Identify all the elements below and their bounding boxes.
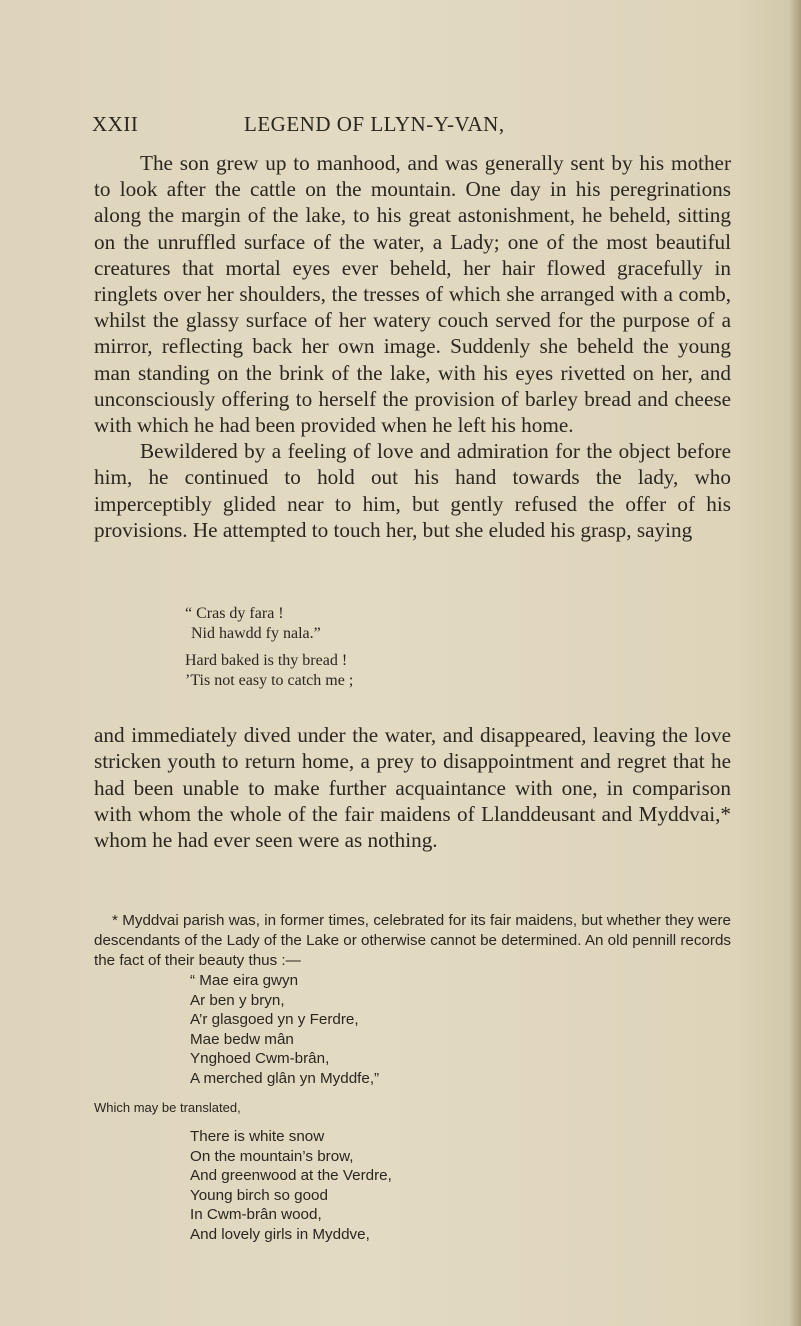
verse-line: In Cwm-brân wood, [190, 1206, 322, 1223]
paragraph-2: Bewildered by a feeling of love and admiration for the object before him, he continued to hold out his hand towards the lady, who imperceptibly glided near to him, but gently refused the offer of his provisions. He attempted to touch her, but she eluded his grasp, saying [94, 439, 731, 542]
paragraph-1: The son grew up to manhood, and was generally sent by his mother to look after the cattle on the mountain. One day in his peregrinations along the margin of the lake, to his great astonishment, he beheld, sitting on the unruffled surface of the water, a Lady; one of the most beautiful creatures that mortal eyes ever beheld, her hair flowed gracefully in ringlets over her shoulders, the tresses of which she arranged with a comb, whilst the glassy surface of her watery couch served for the purpose of a mirror, reflecting back her own image. Suddenly she beheld the young man standing on the brink of the lake, with his eyes rivetted on her, and unconsciously offering to herself the provision of barley bread and cheese with which he had been provided when he left his home. [94, 151, 731, 438]
welsh-verse [185, 604, 321, 644]
footnote-text: * Myddvai parish was, in former times, celebrated for its fair maidens, but whether they were descendants of the Lady of the Lake or otherwise cannot be determined. An old pennill records the fact of their beauty thus :— [94, 912, 731, 969]
footnote [94, 911, 731, 970]
verse-line: Young birch so good [190, 1186, 328, 1204]
verse-line: Mae bedw mân [190, 1030, 294, 1048]
verse-line: A merched glân yn Myddfe,” [190, 1069, 380, 1087]
verse-line: Nid hawdd fy nala.” [191, 625, 321, 642]
footnote-welsh-verse [190, 971, 379, 1088]
verse-line: On the mountain’s brow, [190, 1147, 354, 1165]
verse-line: And lovely girls in Myddve, [190, 1225, 370, 1243]
verse-line: Ar ben y bryn, [190, 991, 285, 1009]
paragraph-3: and immediately dived under the water, and disappeared, leaving the love stricken youth to return home, a prey to disappointment and regret that he had been unable to make further acquaintance with one, in comparison with whom the whole of the fair maidens of Llanddeusant and Myddvai,* whom he had ever seen were as nothing. [94, 723, 731, 852]
paragraph-3-block [94, 701, 731, 874]
page-edge-shadow [789, 0, 801, 1326]
page-header [92, 112, 732, 142]
main-text [94, 150, 731, 543]
translation-note: Which may be translated, [94, 1100, 241, 1115]
verse-line: ’Tis not easy to catch me ; [185, 672, 354, 689]
page-number: XXII [92, 112, 139, 136]
verse-line: “ Cras dy fara ! [185, 605, 284, 622]
verse-line: Hard baked is thy bread ! [185, 652, 348, 669]
footnote-english-verse [190, 1127, 392, 1244]
verse-line: Ynghoed Cwm-brân, [190, 1050, 330, 1067]
verse-line: There is white snow [190, 1128, 325, 1145]
verse-line: “ Mae eira gwyn [190, 972, 299, 989]
english-verse [185, 651, 353, 691]
verse-line: And greenwood at the Verdre, [190, 1167, 392, 1184]
running-title: LEGEND OF LLYN-Y-VAN, [244, 112, 505, 136]
verse-line: A’r glasgoed yn y Ferdre, [190, 1011, 359, 1028]
